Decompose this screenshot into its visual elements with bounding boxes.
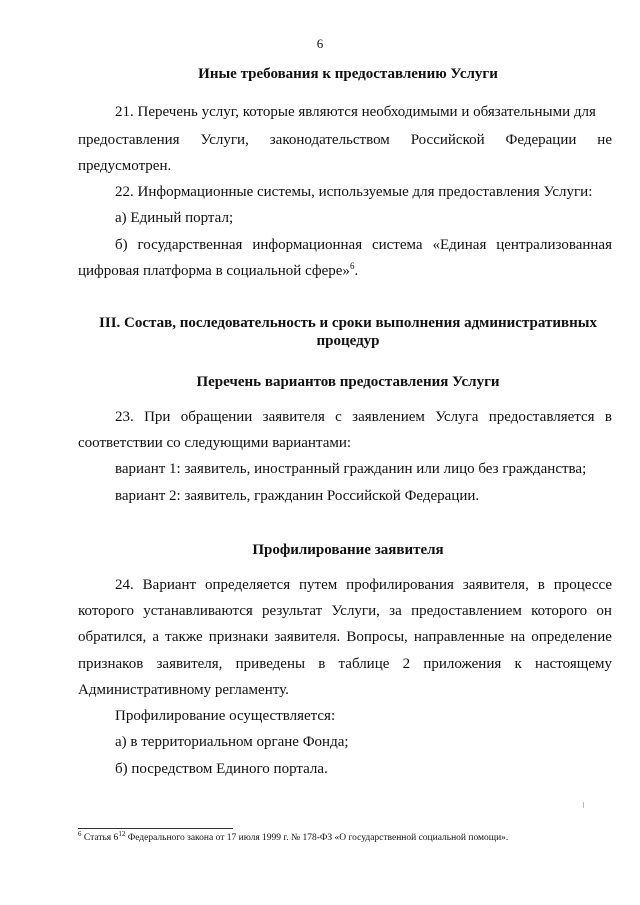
word: система xyxy=(371,237,423,253)
word: определение xyxy=(531,629,612,645)
word: процессе xyxy=(553,577,612,593)
word: он xyxy=(596,603,612,619)
word: признаки xyxy=(208,629,269,645)
word: обращении xyxy=(180,409,253,425)
word: в xyxy=(537,577,545,593)
word: 24. xyxy=(115,577,134,593)
word: Российской xyxy=(410,132,485,148)
word: результат xyxy=(262,603,323,619)
word: Услуги, xyxy=(200,132,249,148)
word: также xyxy=(165,629,203,645)
word: Услуги, xyxy=(331,603,380,619)
word: с xyxy=(335,409,342,425)
word: обратился, xyxy=(78,629,147,645)
paragraph-24-line-1 xyxy=(78,575,612,595)
paragraph-24-line-3 xyxy=(78,627,612,647)
word: в xyxy=(604,409,612,425)
list-item-a-portal: а) Единый портал; xyxy=(115,210,234,226)
word: 23. xyxy=(115,409,134,425)
word: заявителя. xyxy=(274,629,341,645)
footnote-article-sup: 12 xyxy=(118,829,126,838)
word: заявителя, xyxy=(462,577,529,593)
paragraph-22: 22. Информационные системы, используемые для предоставления Услуги: xyxy=(115,184,593,200)
word: При xyxy=(144,409,171,425)
variant-2: вариант 2: заявитель, гражданин Российской Федерации. xyxy=(115,488,480,504)
word: заявлением xyxy=(352,409,425,425)
word: к xyxy=(514,656,522,672)
word: признаков xyxy=(78,656,144,672)
word: в xyxy=(318,656,326,672)
footnote xyxy=(78,829,509,843)
word: таблице xyxy=(338,656,390,672)
word: профилирования xyxy=(346,577,454,593)
list-item-b-line-2 xyxy=(78,261,358,281)
list-item-b-line-1 xyxy=(78,235,612,255)
section-heading-other-requirements: Иные требования к предоставлению Услуги xyxy=(198,66,498,82)
paragraph-24-line-5: Административному регламенту. xyxy=(78,682,289,698)
paragraph-23-line-1 xyxy=(78,407,612,427)
word: не xyxy=(597,132,612,148)
profiling-item-b: б) посредством Единого портала. xyxy=(115,761,328,777)
word: централизованная xyxy=(496,237,612,253)
footnote-number: 6 xyxy=(78,829,82,838)
word: определяется xyxy=(205,577,291,593)
footnote-separator xyxy=(78,828,233,829)
word: Вариант xyxy=(142,577,197,593)
item-b-text: цифровая платформа в социальной сфере» xyxy=(78,263,350,279)
paragraph-21-line-1: 21. Перечень услуг, которые являются необходимыми и обязательными для xyxy=(115,104,596,120)
word: которого xyxy=(78,603,134,619)
scan-mark xyxy=(583,802,584,808)
word: настоящему xyxy=(534,656,612,672)
section-iii-heading-line-2: процедур xyxy=(316,333,380,349)
word: 2 xyxy=(402,656,411,672)
word: Услуга xyxy=(435,409,479,425)
variants-heading: Перечень вариантов предоставления Услуги xyxy=(196,374,500,390)
word: на xyxy=(510,629,526,645)
word: предоставления xyxy=(78,132,180,148)
word: «Единая xyxy=(432,237,487,253)
word: законодательством xyxy=(269,132,390,148)
word: Федерации xyxy=(505,132,577,148)
word: путем xyxy=(299,577,338,593)
word: предоставляется xyxy=(488,409,595,425)
word: информационная xyxy=(252,237,363,253)
footnote-text-post: Федерального закона от 17 июля 1999 г. № 178-ФЗ «О государственной социальной помощи». xyxy=(125,833,509,843)
paragraph-21-line-3: предусмотрен. xyxy=(78,158,172,174)
page-number: 6 xyxy=(316,36,324,51)
word: которого xyxy=(531,603,588,619)
word: б) xyxy=(115,237,128,253)
word: заявителя, xyxy=(156,656,223,672)
profiling-paragraph: Профилирование осуществляется: xyxy=(115,708,336,724)
paragraph-23-line-2: соответствии со следующими вариантами: xyxy=(78,435,352,451)
word: приведены xyxy=(235,656,306,672)
footnote-text-pre: Статья 6 xyxy=(81,833,119,843)
paragraph-21-line-2 xyxy=(78,130,612,150)
item-b-end: . xyxy=(354,263,359,279)
word: приложения xyxy=(423,656,502,672)
word: заявителя xyxy=(262,409,325,425)
word: а xyxy=(152,629,160,645)
profiling-item-a: а) в территориальном органе Фонда; xyxy=(115,734,349,750)
word: устанавливаются xyxy=(143,603,253,619)
word: Вопросы, xyxy=(346,629,408,645)
profiling-heading: Профилирование заявителя xyxy=(252,542,444,558)
word: государственная xyxy=(137,237,243,253)
word: за xyxy=(389,603,402,619)
variant-1: вариант 1: заявитель, иностранный гражданин или лицо без гражданства; xyxy=(115,461,587,477)
footnote-ref: 6 xyxy=(349,261,355,271)
section-iii-heading-line-1: III. Состав, последовательность и сроки выполнения административных xyxy=(99,315,597,331)
paragraph-24-line-2 xyxy=(78,601,612,621)
paragraph-24-line-4 xyxy=(78,654,612,674)
word: направленные xyxy=(413,629,505,645)
word: предоставлением xyxy=(411,603,522,619)
